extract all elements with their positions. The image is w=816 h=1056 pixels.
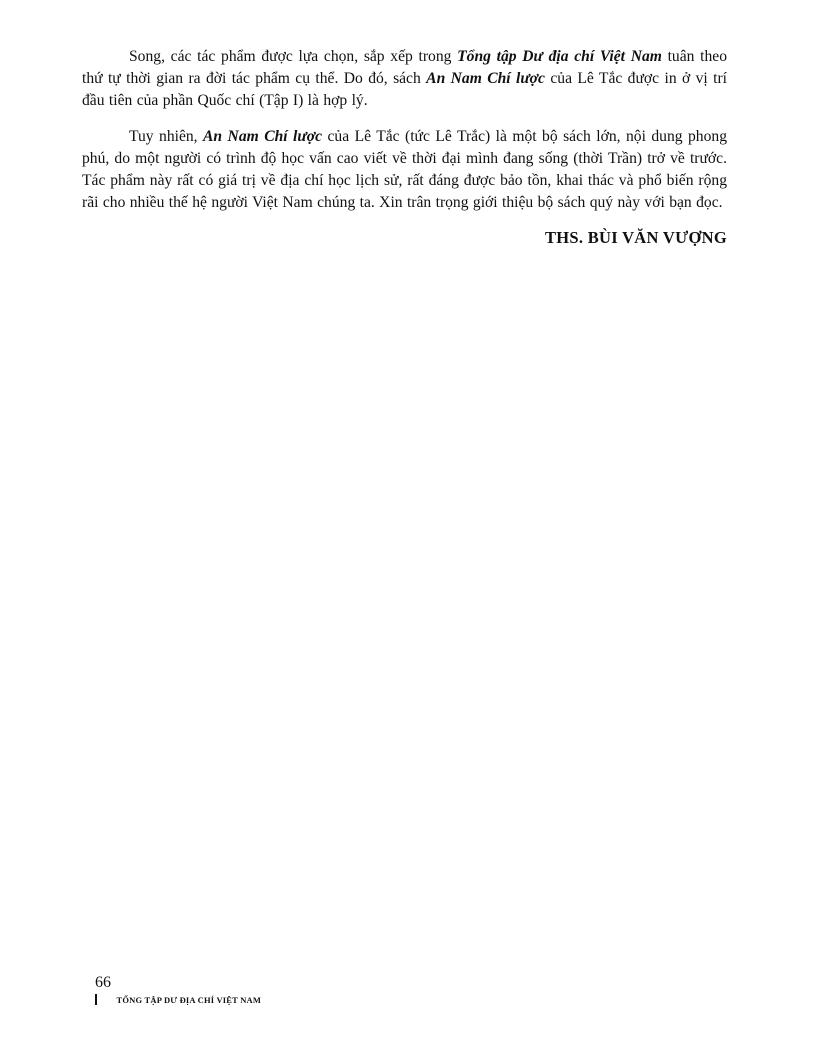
paragraph-2 — [82, 126, 727, 214]
footer-book-title: TỔNG TẬP DƯ ĐỊA CHÍ VIỆT NAM — [116, 994, 262, 1005]
footer-line — [95, 994, 261, 1005]
work-title-emphasis: An Nam Chí lược — [203, 128, 323, 145]
page-content — [82, 46, 727, 248]
paragraph-2-text-2: của Lê Tắc (tức Lê Trắc) là một bộ sách lớn, nội dung phong phú, do một người có trình độ học vấn cao viết về thời đại mình đang sống (thời Trần) trở về trước. Tác phẩm này rất có giá trị về địa chí học lịch sử, rất đáng được bảo tồn, khai thác và phổ biến rộng rãi cho nhiều thế hệ người Việt Nam chúng ta. Xin trân trọng giới thiệu bộ sách quý này với bạn đọc. — [82, 128, 727, 211]
paragraph-1-text-3: của Lê Tắc được in ở vị trí đầu tiên của phần Quốc chí (Tập I) là hợp lý. — [82, 70, 728, 109]
footer-divider — [95, 994, 97, 1005]
work-title-emphasis: An Nam Chí lược — [426, 70, 545, 87]
paragraph-1 — [82, 46, 727, 112]
author-signature: THS. BÙI VĂN VƯỢNG — [544, 228, 727, 247]
page-number: 66 — [95, 974, 111, 991]
page-footer — [95, 974, 261, 1005]
book-title-emphasis: Tổng tập Dư địa chí Việt Nam — [457, 48, 662, 65]
paragraph-1-text-2: tuân theo thứ tự thời gian ra đời tác phẩm cụ thể. Do đó, sách — [82, 48, 727, 87]
paragraph-2-text-1: Tuy nhiên, — [129, 128, 204, 145]
paragraph-1-text-1: Song, các tác phẩm được lựa chọn, sắp xếp trong — [129, 48, 458, 65]
